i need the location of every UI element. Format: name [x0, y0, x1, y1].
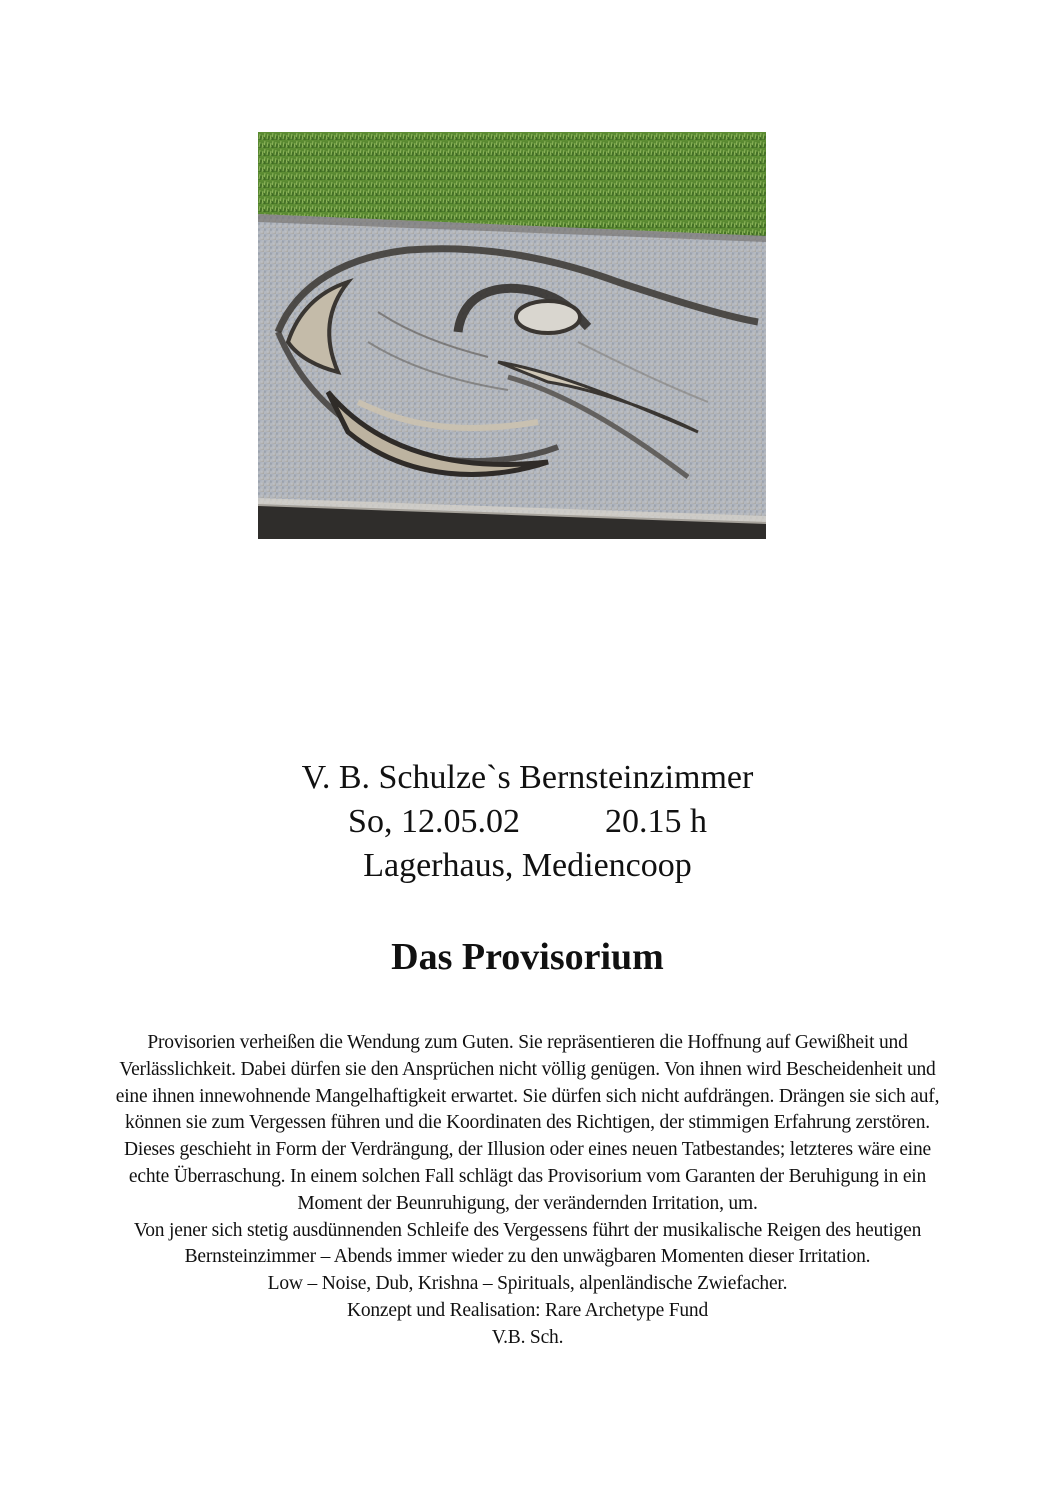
- event-title: V. B. Schulze`s Bernsteinzimmer: [301, 759, 754, 796]
- body-line: Bernsteinzimmer – Abends immer wieder zu den unwägbaren Momenten dieser Irritation.: [184, 1246, 871, 1268]
- body-text: [22, 1030, 1033, 1352]
- body-line: Moment der Beunruhigung, der verändernden Irritation, um.: [297, 1192, 758, 1214]
- relief-photo-graphic: [258, 132, 766, 539]
- body-line: Provisorien verheißen die Wendung zum Guten. Sie repräsentieren die Hoffnung auf Gewißheit und: [147, 1032, 908, 1053]
- body-line: Verlässlichkeit. Dabei dürfen sie den Ansprüchen nicht völlig genügen. Von ihnen wird Bescheidenheit und: [119, 1058, 936, 1080]
- body-line: echte Überraschung. In einem solchen Fall schlägt das Provisorium vom Garanten der Beruhigung in ein: [128, 1165, 927, 1187]
- body-line: Low – Noise, Dub, Krishna – Spirituals, alpenländische Zwiefacher.: [267, 1273, 788, 1295]
- body-line: V.B. Sch.: [491, 1326, 564, 1348]
- body-line: Dieses geschieht in Form der Verdrängung, der Illusion oder eines neuen Tatbestandes; letzteres wäre eine: [123, 1139, 932, 1161]
- body-line: Konzept und Realisation: Rare Archetype Fund: [346, 1299, 709, 1321]
- body-line: Von jener sich stetig ausdünnenden Schleife des Vergessens führt der musikalische Reigen des heutigen: [133, 1219, 922, 1241]
- relief-photo: [258, 132, 766, 539]
- body-line: können sie zum Vergessen führen und die Koordinaten des Richtigen, der stimmigen Erfahrung zerstören.: [125, 1112, 930, 1134]
- document-heading: Das Provisorium: [391, 936, 664, 978]
- event-venue: Lagerhaus, Mediencoop: [363, 847, 692, 884]
- body-line: eine ihnen innewohnende Mangelhaftigkeit erwartet. Sie dürfen sich nicht aufdrängen. Drängen sie sich auf,: [115, 1085, 940, 1107]
- event-header: [0, 756, 1055, 888]
- event-date-time: So, 12.05.02 20.15 h: [348, 803, 707, 840]
